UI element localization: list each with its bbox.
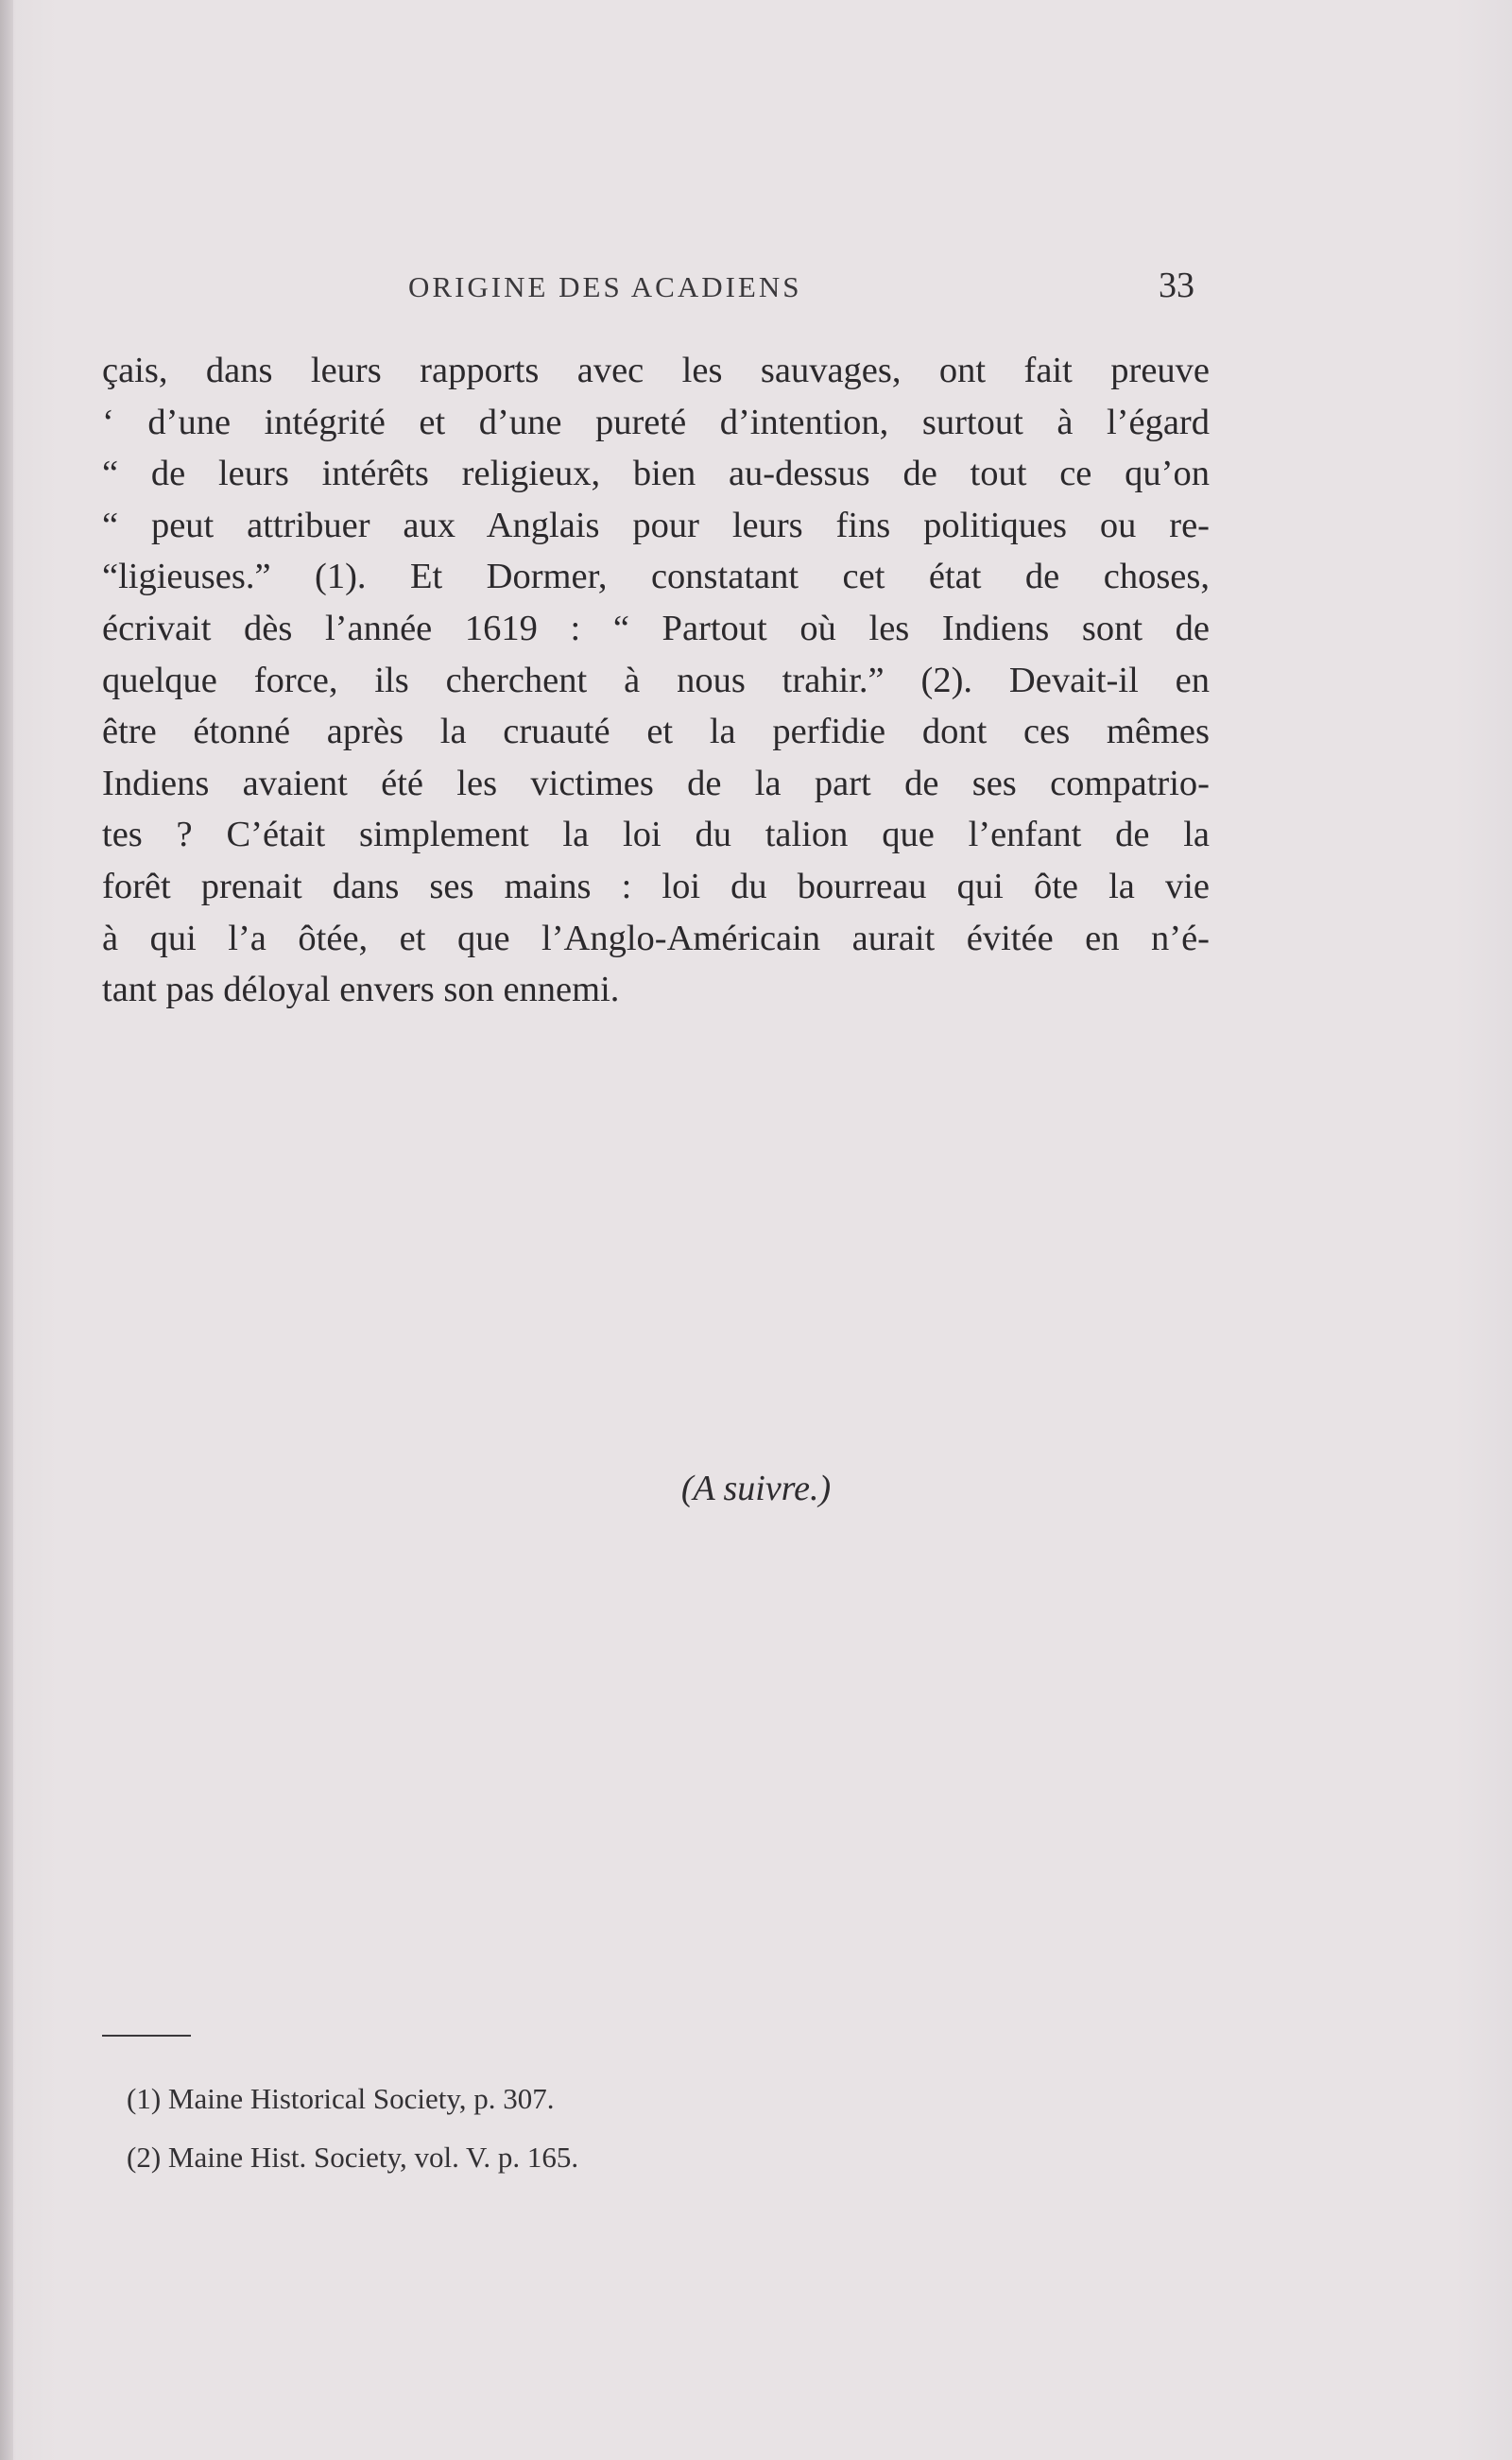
footnote: (1) Maine Historical Society, p. 307. bbox=[127, 2082, 555, 2115]
text-line: ‘ d’une intégrité et d’une pureté d’intention, surtout à l’égard bbox=[102, 402, 1210, 442]
text-line: à qui l’a ôtée, et que l’Anglo-Américain aurait évitée en n’é- bbox=[102, 918, 1210, 958]
running-title: ORIGINE DES ACADIENS bbox=[408, 270, 802, 303]
text-line: “ligieuses.” (1). Et Dormer, constatant cet état de choses, bbox=[102, 557, 1210, 597]
footnotes bbox=[127, 2070, 1072, 2187]
text-line: çais, dans leurs rapports avec les sauvages, ont fait preuve bbox=[102, 351, 1210, 390]
text-line: Indiens avaient été les victimes de la part de ses compatrio- bbox=[102, 763, 1210, 803]
running-head bbox=[0, 265, 1512, 312]
footnote-rule bbox=[102, 2035, 191, 2037]
page-spine-edge bbox=[0, 0, 13, 2460]
text-line: tes ? C’était simplement la loi du talion que l’enfant de la bbox=[102, 815, 1210, 855]
text-line: “ de leurs intérêts religieux, bien au-dessus de tout ce qu’on bbox=[102, 454, 1210, 494]
body-text bbox=[102, 345, 1210, 1016]
text-line: forêt prenait dans ses mains : loi du bourreau qui ôte la vie bbox=[102, 866, 1210, 906]
text-line-last: tant pas déloyal envers son ennemi. bbox=[102, 970, 620, 1010]
to-be-continued: (A suivre.) bbox=[680, 1469, 832, 1508]
page-number: 33 bbox=[1159, 266, 1194, 305]
text-line: quelque force, ils cherchent à nous trahir.” (2). Devait-il en bbox=[102, 660, 1210, 700]
text-line: écrivait dès l’année 1619 : “ Partout où les Indiens sont de bbox=[102, 608, 1210, 648]
text-line: “ peut attribuer aux Anglais pour leurs fins politiques ou re- bbox=[102, 505, 1210, 545]
footnote: (2) Maine Hist. Society, vol. V. p. 165. bbox=[127, 2141, 579, 2174]
text-line: être étonné après la cruauté et la perfidie dont ces mêmes bbox=[102, 712, 1210, 752]
